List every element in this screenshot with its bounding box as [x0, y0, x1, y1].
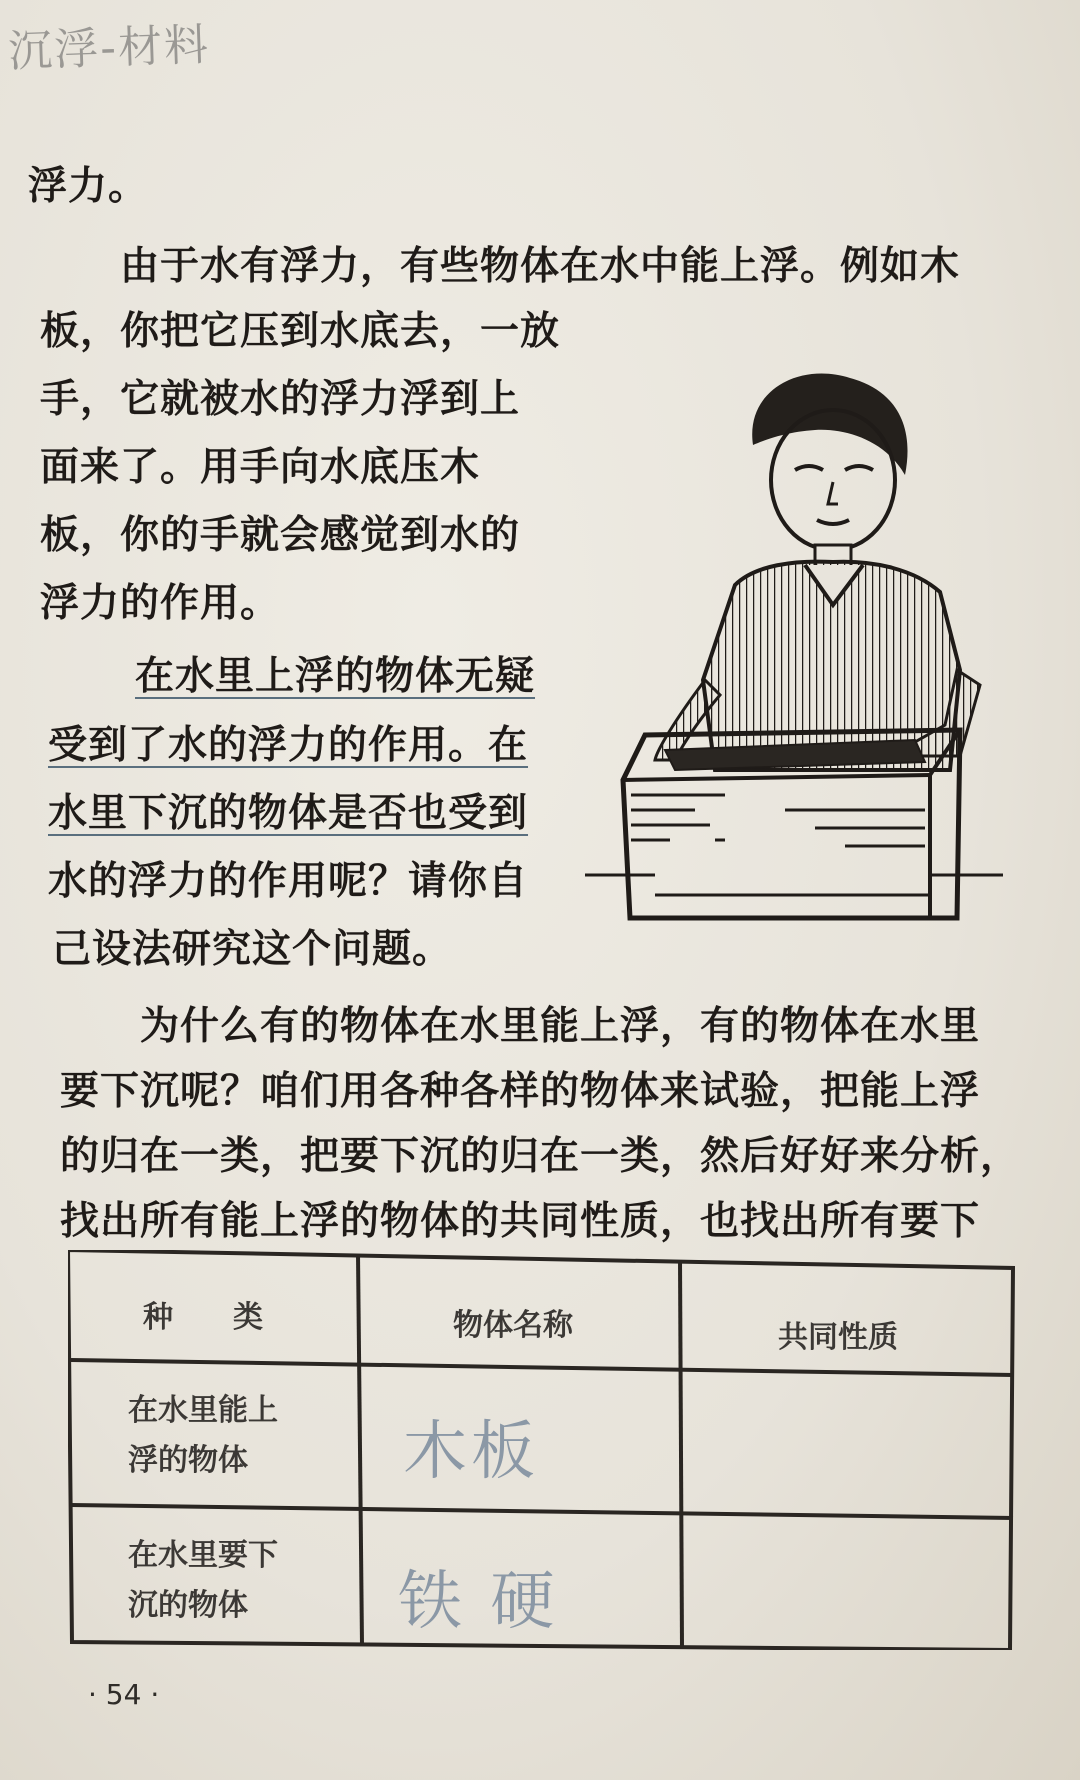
classification-table — [68, 1250, 1018, 1650]
row1-handwritten-object: 木板 — [403, 1415, 539, 1489]
row2-category-line1: 在水里要下 — [128, 1538, 278, 1573]
text-line-14: 要下沉呢？咱们用各种各样的物体来试验，把能上浮 — [60, 1068, 981, 1114]
text-line-15: 的归在一类，把要下沉的归在一类，然后好好来分析， — [60, 1133, 1021, 1179]
text-line-2: 由于水有浮力，有些物体在水中能上浮。例如木 — [120, 243, 961, 289]
pencil-note: 沉浮-材料 — [7, 19, 211, 78]
table-header-category: 种 类 — [143, 1300, 263, 1335]
text-line-11: 水的浮力的作用呢？请你自 — [48, 858, 529, 904]
text-line-10: 水里下沉的物体是否也受到 — [48, 790, 529, 836]
text-line-16: 找出所有能上浮的物体的共同性质，也找出所有要下 — [60, 1198, 981, 1244]
text-line-12: 己设法研究这个问题。 — [52, 926, 453, 972]
table-header-object-name: 物体名称 — [453, 1308, 573, 1343]
page-number: · 54 · — [88, 1678, 160, 1711]
row2-handwritten-object: 铁 硬 — [398, 1565, 559, 1639]
text-line-7: 浮力的作用。 — [40, 580, 281, 626]
row1-category-line2: 浮的物体 — [128, 1443, 248, 1478]
row2-category-line2: 沉的物体 — [128, 1588, 248, 1623]
text-line-13: 为什么有的物体在水里能上浮，有的物体在水里 — [140, 1003, 981, 1049]
text-line-3: 板，你把它压到水底去，一放 — [40, 308, 561, 354]
text-line-8: 在水里上浮的物体无疑 — [135, 653, 536, 699]
text-line-6: 板，你的手就会感觉到水的 — [40, 512, 521, 558]
text-line-1: 浮力。 — [28, 163, 149, 209]
text-line-4: 手，它就被水的浮力浮到上 — [40, 376, 521, 422]
text-line-5: 面来了。用手向水底压木 — [40, 444, 481, 490]
child-pressing-board-illustration — [585, 370, 1005, 940]
table-header-common-property: 共同性质 — [778, 1320, 898, 1355]
row1-category-line1: 在水里能上 — [128, 1393, 278, 1428]
text-line-9: 受到了水的浮力的作用。在 — [48, 722, 529, 768]
